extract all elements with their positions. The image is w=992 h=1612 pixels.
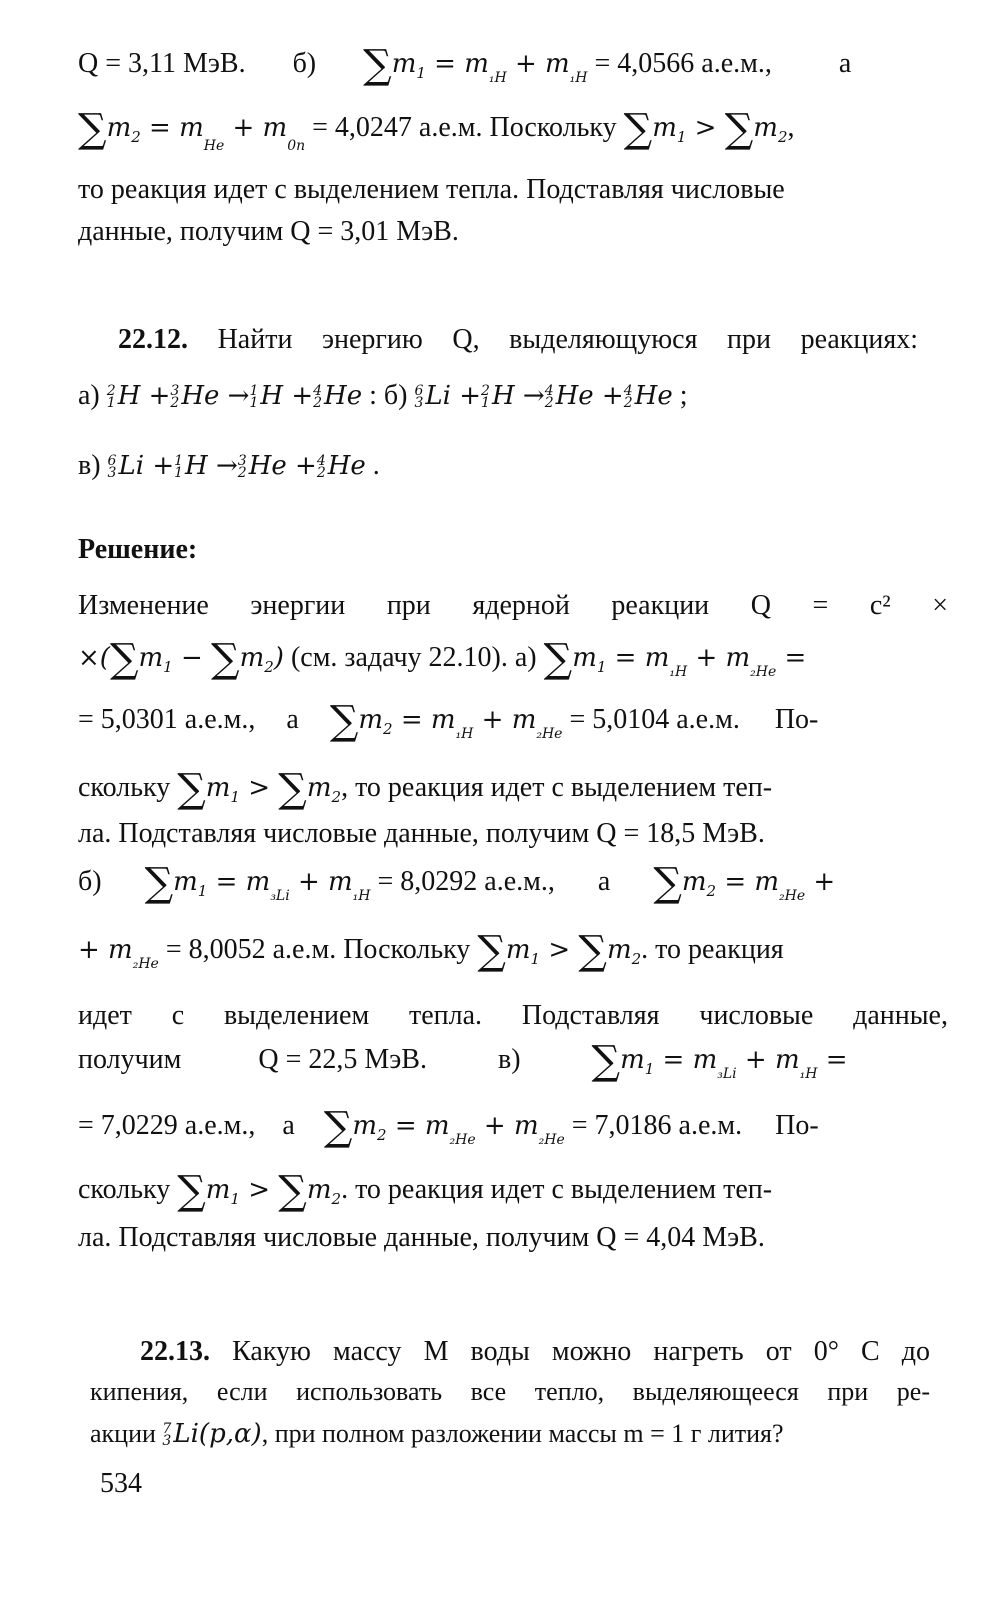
text: = 8,0052 а.е.м. Поскольку: [165, 934, 471, 965]
reaction-v: 6 3 Li + 1 1 H → 3 2 He + 4 2 He: [107, 451, 366, 481]
solution-line-11: [78, 1168, 948, 1214]
value: = 7,0229 а.е.м.,: [78, 1110, 256, 1141]
formula-compare: $\sum m_1 > \sum m_2$: [177, 766, 342, 812]
solution-line-2: [78, 636, 948, 682]
problem-text: Какую массу M воды можно нагреть от 0° C до: [232, 1336, 930, 1367]
formula-sum-m1: $\sum m_1 = m_{_1H} + m_{_2He}$ =: [543, 636, 807, 682]
text: скольку: [78, 1174, 171, 1205]
q-result: Q = 22,5 МэВ.: [258, 1044, 427, 1075]
page-number: 534: [100, 1468, 142, 1499]
problem-22-13-line-3: [90, 1414, 960, 1454]
top-line-2: [78, 106, 948, 154]
solution-line-9: [78, 1038, 948, 1084]
formula-compare: $\sum m_1 > \sum m_2$: [177, 1168, 342, 1214]
word-a: а: [597, 866, 611, 897]
q-result: Q = 3,11 МэВ.: [78, 48, 246, 79]
word-a: а: [282, 1110, 295, 1141]
solution-line-5: ла. Подставляя числовые данные, получим Q = 18,5 МэВ.: [78, 818, 765, 849]
label-b: б): [78, 866, 102, 897]
formula-sum-m1: $\sum m_1 = m_{_3Li} + m_{_1H}$: [144, 860, 371, 906]
formula-compare: $\sum m_1 > \sum m_2$: [623, 106, 788, 152]
label-b: б): [292, 48, 317, 79]
hyphen-word: По-: [774, 704, 819, 735]
reaction-a: 2 1 H + 3 2 He → 1 1 H + 4 2 He: [106, 381, 363, 411]
label-b: б): [383, 380, 408, 411]
problem-number: 22.12.: [118, 324, 188, 355]
formula-sum-m2: $\sum m_2 = m_{_1H} + m_{_2He}$: [329, 698, 563, 744]
value: = 5,0104 а.е.м.: [569, 704, 740, 735]
formula-sum-m2: $\sum m_2 = m_{He} + m_{0n}$: [78, 106, 306, 154]
problem-22-13-line-1: [140, 1332, 930, 1372]
text: , то реакция идет с выделением теп-: [341, 772, 773, 803]
reaction-b: 6 3 Li + 2 1 H → 4 2 He + 4 2 He: [414, 381, 673, 411]
problem-22-13-line-2: кипения, если использовать все тепло, выделяющееся при ре-: [90, 1377, 930, 1406]
problem-22-12-line-2: а) 2 1 H + 3 2 He → 1 1 H + 4 2 He : б) 6 3 Li + 2 1 H → 4 2 He + 4 2 He ;: [78, 380, 688, 411]
text: . то реакция: [641, 934, 784, 965]
solution-heading: Решение:: [78, 534, 198, 565]
top-line-4: данные, получим Q = 3,01 МэВ.: [78, 216, 459, 247]
label-v: в): [497, 1044, 521, 1075]
problem-22-12-line-1: [118, 320, 918, 360]
formula-compare: $\sum m_1 > \sum m_2$: [477, 928, 642, 974]
formula-diff: $\times(\sum m_1 - \sum m_2)$: [78, 636, 284, 682]
text: скольку: [78, 772, 171, 803]
formula-sum-m2: $\sum m_2 = m_{_2He}$ +: [653, 860, 836, 906]
problem-text: Найти энергию Q, выделяющуюся при реакциях:: [217, 324, 918, 355]
label-v: в): [78, 450, 101, 481]
word-a: а: [838, 48, 852, 79]
solution-line-4: [78, 766, 948, 812]
solution-line-10: [78, 1104, 948, 1150]
solution-line-3: [78, 698, 948, 744]
text: получим: [78, 1044, 182, 1075]
solution-line-6: [78, 860, 948, 906]
reaction-li: 7 3 Li(p,α): [162, 1419, 262, 1449]
formula-sum-m1: $\sum m_1 = m_{_3Li} + m_{_1H}$ =: [591, 1038, 848, 1084]
problem-22-12-line-3: в) 6 3 Li + 1 1 H → 3 2 He + 4 2 He .: [78, 450, 380, 481]
solution-line-7: [78, 928, 948, 974]
top-line-3: то реакция идет с выделением тепла. Подставляя числовые: [78, 174, 785, 205]
formula-part: + $m_{_2He}$: [78, 935, 159, 972]
label-a: а): [78, 380, 100, 411]
problem-number: 22.13.: [140, 1336, 210, 1367]
value: = 5,0301 а.е.м.,: [78, 704, 256, 735]
text: (см. задачу 22.10). а): [290, 642, 537, 673]
formula-sum-m2: $\sum m_2 = m_{_2He} + m_{_2He}$: [323, 1104, 565, 1150]
comma: ,: [787, 112, 795, 143]
solution-line-8: идет с выделением тепла. Подставляя числовые данные,: [78, 1000, 948, 1031]
eq-value: = 4,0566 а.е.м.,: [594, 48, 772, 79]
word-a: а: [286, 704, 299, 735]
text: акции: [90, 1419, 156, 1448]
top-line-1: [78, 42, 948, 88]
text: , при полном разложении массы m = 1 г лития?: [261, 1419, 784, 1448]
value: = 8,0292 а.е.м.,: [377, 866, 555, 897]
solution-line-1: Изменение энергии при ядерной реакции Q = c² ×: [78, 590, 948, 621]
hyphen-word: По-: [775, 1110, 819, 1141]
eq-value: = 4,0247 а.е.м. Поскольку: [312, 112, 617, 143]
solution-line-12: ла. Подставляя числовые данные, получим Q = 4,04 МэВ.: [78, 1222, 765, 1253]
text: . то реакция идет с выделением теп-: [341, 1174, 773, 1205]
formula-sum-m1: $\sum m_1 = m_{_1H} + m_{_1H}$: [363, 42, 588, 88]
value: = 7,0186 а.е.м.: [571, 1110, 743, 1141]
